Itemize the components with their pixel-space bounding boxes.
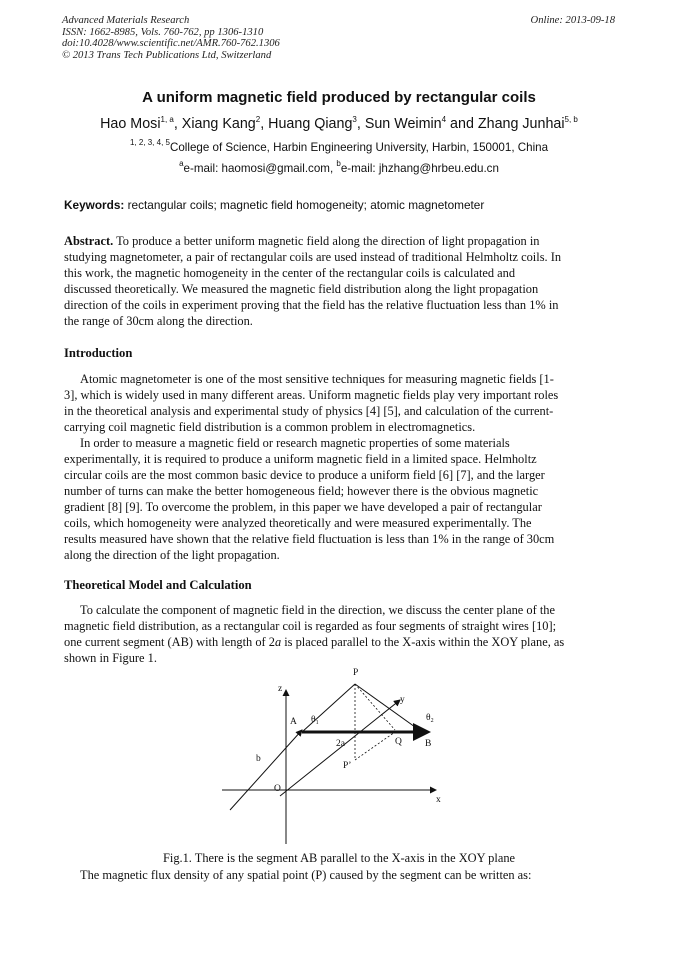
author-name: Zhang Junhai <box>477 116 565 132</box>
doi-line: doi:10.4028/www.scientific.net/AMR.760-762.1306 <box>62 38 280 50</box>
theory-text: one current segment (AB) with length of 2 <box>64 635 275 649</box>
intro-line: experimentally, it is required to produce a uniform magnetic field in a limited space. Helmholtz <box>64 452 537 466</box>
author-name: Sun Weimin <box>364 116 442 132</box>
keywords <box>64 198 484 212</box>
label-p: P <box>353 668 359 678</box>
theta2-sub: 2 <box>430 718 434 724</box>
author-sep: and <box>446 116 478 132</box>
theory-line: magnetic field distribution, as a rectangular coil is regarded as four segments of straight wires [10]; <box>64 619 557 633</box>
author-sup: 4 <box>441 115 447 124</box>
theory-heading: Theoretical Model and Calculation <box>64 578 252 592</box>
abstract-line <box>64 233 614 249</box>
label-y: y <box>400 695 405 705</box>
author-list <box>0 116 678 132</box>
label-b-point: B <box>425 739 432 749</box>
theta1-symbol: θ <box>311 715 316 725</box>
affiliation <box>0 138 678 154</box>
line-pq <box>355 684 395 730</box>
author-sep: , <box>260 116 269 132</box>
label-theta1 <box>311 715 319 726</box>
abstract-label: Abstract. <box>64 234 114 248</box>
intro-text: In order to measure a magnetic field or research magnetic properties of some materials <box>80 436 510 450</box>
abstract-text: To produce a better uniform magnetic field along the direction of light propagation in <box>113 234 540 248</box>
author-sep: , <box>356 116 365 132</box>
author-sep: , <box>173 116 182 132</box>
issn-line: ISSN: 1662-8985, Vols. 760-762, pp 1306-1310 <box>62 26 264 38</box>
affiliation-sup: 1, 2, 3, 4, 5 <box>129 138 170 147</box>
intro-text: Atomic magnetometer is one of the most sensitive techniques for measuring magnetic fields [1- <box>80 372 554 386</box>
label-z: z <box>278 684 283 694</box>
author-name: Hao Mosi <box>100 116 161 132</box>
intro-heading: Introduction <box>64 346 133 360</box>
theta2-symbol: θ <box>426 713 431 723</box>
email-a: e-mail: haomosi@gmail.com, <box>183 162 337 175</box>
email-b: e-mail: jhzhang@hrbeu.edu.cn <box>340 162 499 175</box>
author-name: Huang Qiang <box>268 116 353 132</box>
journal-header <box>62 15 280 61</box>
label-2a: 2a <box>336 739 345 749</box>
intro-line: results measured have shown that the relative field fluctuation is less than 1% in the range of 30cm <box>64 532 555 546</box>
theory-body <box>64 602 614 666</box>
theta1-sub: 1 <box>315 720 319 726</box>
email-sup-b: b <box>336 159 341 168</box>
label-pprime: P’ <box>343 761 352 771</box>
email-sup-a: a <box>179 159 184 168</box>
paper-title: A uniform magnetic field produced by rectangular coils <box>142 89 536 106</box>
intro-line: coils, which homogeneity were analyzed theoretically and were measured experimentally. The <box>64 516 532 530</box>
author-sup: 1, a <box>160 115 174 124</box>
keywords-text: rectangular coils; magnetic field homogeneity; atomic magnetometer <box>124 198 485 212</box>
closing-line <box>64 867 614 883</box>
author-sup: 3 <box>352 115 357 124</box>
abstract-line: discussed theoretically. We measured the magnetic field distribution along the light propagation <box>64 282 539 296</box>
label-q: Q <box>395 737 402 747</box>
label-o: O <box>274 784 281 794</box>
figure-caption: Fig.1. There is the segment AB parallel to the X-axis in the XOY plane <box>162 851 516 865</box>
intro-line <box>64 435 614 451</box>
theory-text: To calculate the component of magnetic field in the direction, we discuss the center plane of the <box>80 603 555 617</box>
theory-line <box>64 634 614 650</box>
intro-body <box>64 371 614 563</box>
theory-text: is placed parallel to the X-axis within the XOY plane, as <box>281 635 565 649</box>
intro-line: gradient [8] [9]. To overcome the problem, in this paper we have developed a pair of rectangular <box>64 500 542 514</box>
intro-line: circular coils are the most common basic device to produce a uniform field [6] [7], and the larger <box>64 468 545 482</box>
theory-line: shown in Figure 1. <box>64 651 157 665</box>
label-theta2 <box>426 713 434 724</box>
affiliation-text: College of Science, Harbin Engineering University, Harbin, 150001, China <box>169 141 549 154</box>
line-pb <box>355 684 422 732</box>
intro-line: carrying coil magnetic field distribution is a common problem in electromagnetics. <box>64 420 476 434</box>
closing-text: The magnetic flux density of any spatial point (P) caused by the segment can be written as: <box>80 868 532 882</box>
b-line <box>230 730 302 810</box>
intro-line: along the direction of the light propagation. <box>64 548 280 562</box>
online-date: Online: 2013-09-18 <box>530 15 615 26</box>
abstract-line: studying magnetometer, a pair of rectangular coils are used instead of traditional Helmholtz coils. In <box>64 250 562 264</box>
abstract <box>64 233 614 329</box>
theory-line <box>64 602 614 618</box>
author-name: Xiang Kang <box>181 116 256 132</box>
abstract-line: the range of 30cm along the direction. <box>64 314 253 328</box>
label-a: A <box>290 717 297 727</box>
keywords-label: Keywords: <box>64 198 125 212</box>
abstract-line: this work, the magnetic homogeneity in the center of the rectangular coils is calculated and <box>64 266 516 280</box>
author-sup: 5, b <box>564 115 578 124</box>
email-line <box>0 159 678 175</box>
author-sup: 2 <box>255 115 261 124</box>
intro-line: number of turns can make the better homogeneous field; however there is the obvious magnetic <box>64 484 539 498</box>
copyright-line: © 2013 Trans Tech Publications Ltd, Switzerland <box>62 49 272 61</box>
intro-line: 3], which is widely used in many different areas. Uniform magnetic fields play very important roles <box>64 388 559 402</box>
label-x: x <box>436 795 441 805</box>
abstract-line: direction of the coils in experiment proving that the field has the relative fluctuation less than 1% in <box>64 298 559 312</box>
figure-1-diagram <box>210 664 460 844</box>
label-b: b <box>256 754 261 764</box>
line-pprime-q <box>355 732 395 760</box>
variable-a: a <box>274 635 282 649</box>
intro-line <box>64 371 614 387</box>
intro-line: in the theoretical analysis and experimental study of physics [4] [5], and calculation of the current- <box>64 404 554 418</box>
line-pa <box>302 684 355 732</box>
journal-name: Advanced Materials Research <box>62 15 190 26</box>
